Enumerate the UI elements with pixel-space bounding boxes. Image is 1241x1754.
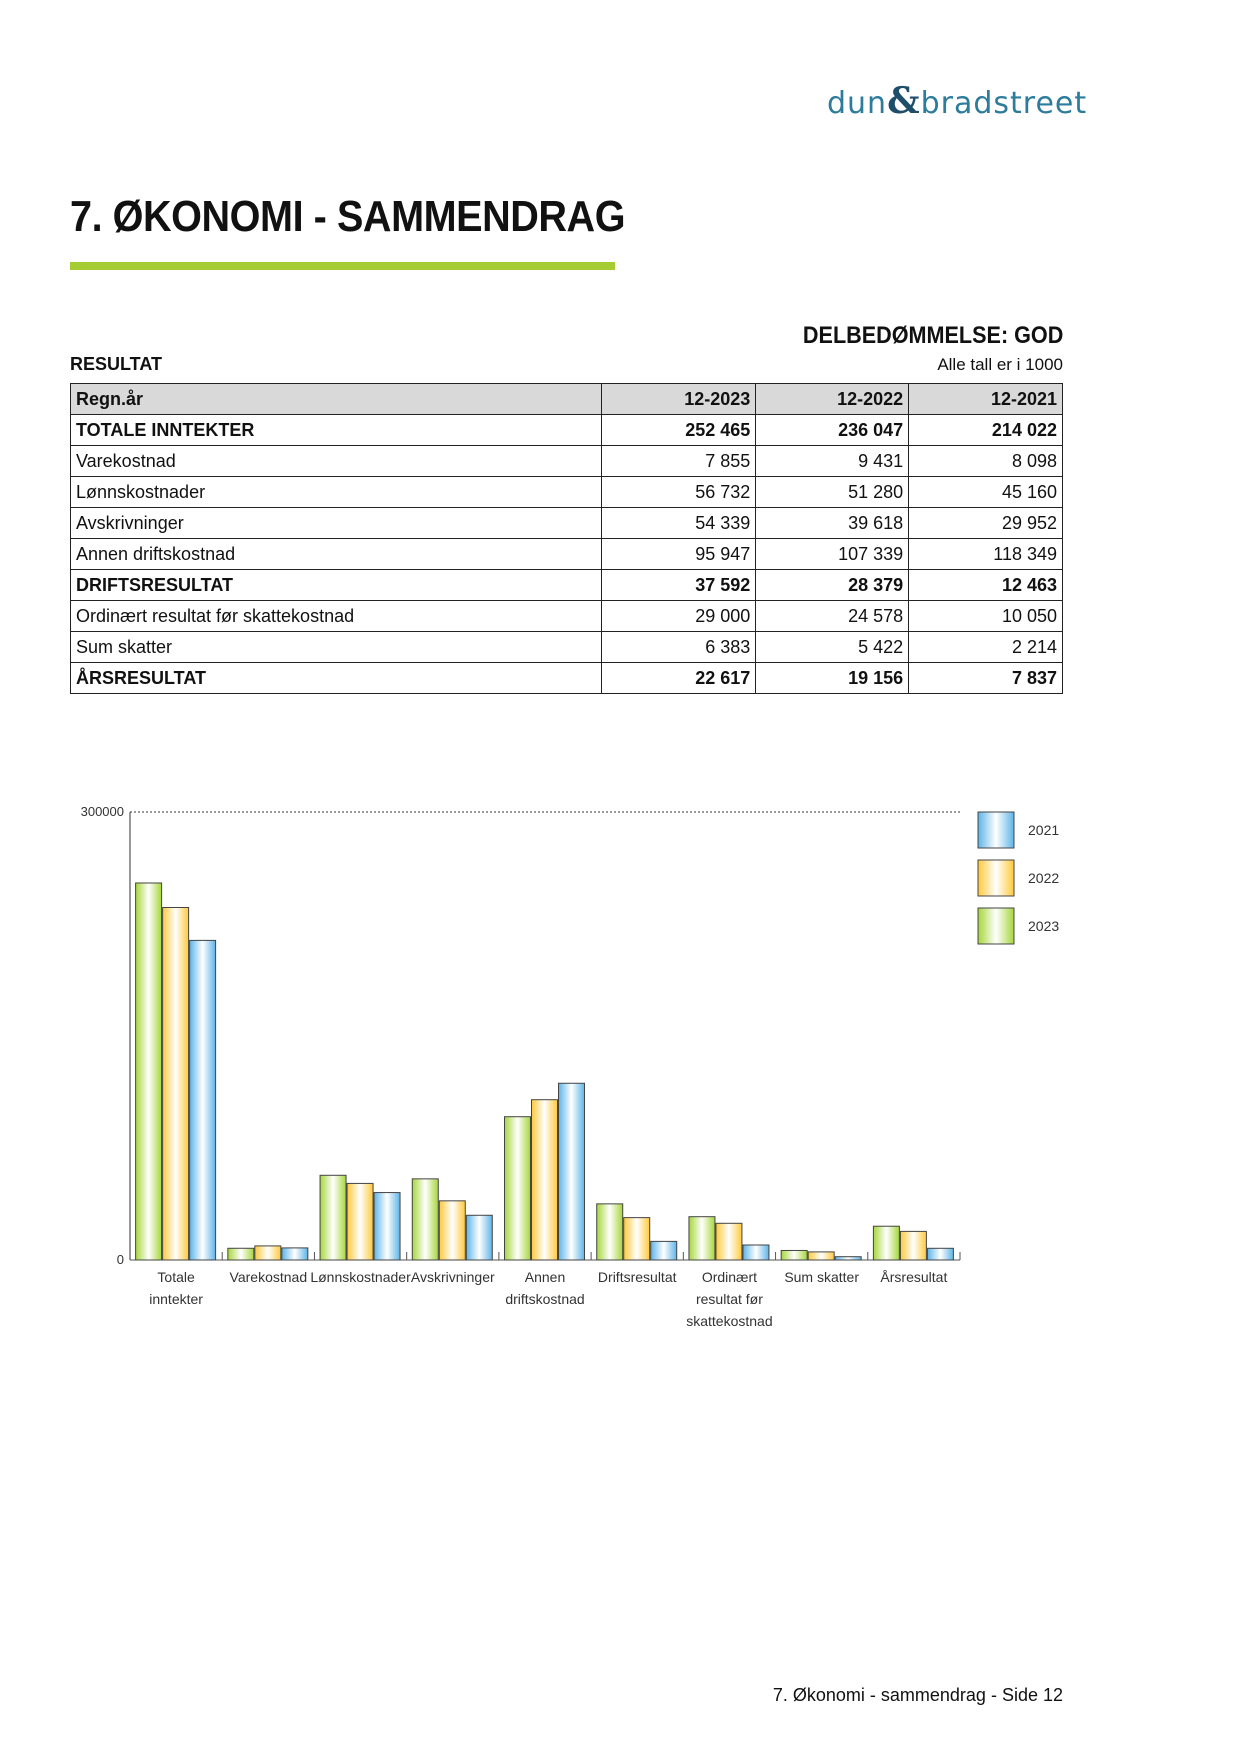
row-label: Lønnskostnader: [71, 477, 602, 508]
x-tick-label: Totale: [157, 1269, 195, 1285]
row-label: DRIFTSRESULTAT: [71, 570, 602, 601]
header-cell-2021: 12-2021: [909, 384, 1063, 415]
row-value: 95 947: [602, 539, 756, 570]
bar-2021: [651, 1241, 677, 1260]
row-value: 118 349: [909, 539, 1063, 570]
logo-text-bradstreet: bradstreet: [920, 86, 1088, 121]
bar-2023: [689, 1217, 715, 1260]
page-footer: 7. Økonomi - sammendrag - Side 12: [772, 1685, 1063, 1705]
x-tick-label: Varekostnad: [229, 1269, 308, 1285]
row-value: 107 339: [756, 539, 909, 570]
x-tick-label: Årsresultat: [880, 1269, 948, 1285]
row-value: 8 098: [909, 446, 1063, 477]
row-value: 29 952: [909, 508, 1063, 539]
bar-2022: [255, 1246, 281, 1260]
table-row: [71, 632, 1063, 663]
table-row: [71, 663, 1063, 694]
y-tick-label: 300000: [80, 804, 124, 819]
row-label: Ordinært resultat før skattekostnad: [71, 601, 602, 632]
x-tick-label: resultat før: [695, 1291, 763, 1307]
header-cell-label: Regn.år: [71, 384, 602, 415]
x-tick-label: Avskrivninger: [410, 1269, 495, 1285]
bar-2021: [374, 1193, 400, 1260]
table-row: [71, 477, 1063, 508]
bar-2022: [163, 908, 189, 1260]
table-header-row: [71, 384, 1063, 415]
table-row: [71, 508, 1063, 539]
row-value: 2 214: [909, 632, 1063, 663]
rating-heading: DELBEDØMMELSE: GOD: [802, 322, 1063, 349]
results-bar-chart: [60, 800, 1060, 1360]
legend-swatch-2023: [978, 908, 1014, 944]
row-label: TOTALE INNTEKTER: [71, 415, 602, 446]
logo-ampersand: &: [887, 80, 921, 122]
row-value: 7 837: [909, 663, 1063, 694]
x-tick-label: Driftsresultat: [597, 1269, 677, 1285]
bar-2022: [532, 1100, 558, 1260]
results-table: [70, 383, 1063, 694]
row-value: 214 022: [909, 415, 1063, 446]
row-label: Varekostnad: [71, 446, 602, 477]
row-value: 12 463: [909, 570, 1063, 601]
row-value: 37 592: [602, 570, 756, 601]
row-value: 5 422: [756, 632, 909, 663]
bar-2023: [505, 1117, 531, 1260]
row-value: 6 383: [602, 632, 756, 663]
y-tick-label: 0: [116, 1252, 124, 1267]
table-row: [71, 446, 1063, 477]
table-row: [71, 539, 1063, 570]
row-label: Avskrivninger: [71, 508, 602, 539]
dun-bradstreet-logo: [827, 80, 1087, 122]
bar-2023: [597, 1204, 623, 1260]
header-cell-2023: 12-2023: [602, 384, 756, 415]
row-label: Sum skatter: [71, 632, 602, 663]
row-value: 236 047: [756, 415, 909, 446]
bar-2023: [873, 1226, 899, 1260]
row-value: 7 855: [602, 446, 756, 477]
bar-2023: [320, 1175, 346, 1260]
bar-2021: [927, 1248, 953, 1260]
legend-swatch-2022: [978, 860, 1014, 896]
bar-2021: [559, 1083, 585, 1260]
header-cell-2022: 12-2022: [756, 384, 909, 415]
row-value: 24 578: [756, 601, 909, 632]
bar-2023: [228, 1248, 254, 1260]
row-value: 9 431: [756, 446, 909, 477]
row-value: 28 379: [756, 570, 909, 601]
table-row: [71, 415, 1063, 446]
row-value: 29 000: [602, 601, 756, 632]
row-value: 56 732: [602, 477, 756, 508]
title-underline: [70, 262, 615, 270]
x-tick-label: Ordinært: [701, 1269, 758, 1285]
x-tick-label: skattekostnad: [686, 1313, 773, 1329]
bar-2022: [624, 1218, 650, 1260]
page-title: 7. ØKONOMI - SAMMENDRAG: [70, 192, 626, 241]
bar-2022: [808, 1252, 834, 1260]
x-tick-label: driftskostnad: [505, 1291, 585, 1307]
row-label: ÅRSRESULTAT: [71, 663, 602, 694]
x-tick-label: Sum skatter: [784, 1269, 860, 1285]
unit-note: Alle tall er i 1000: [937, 355, 1063, 374]
legend-label: 2022: [1028, 870, 1060, 886]
bar-2023: [412, 1179, 438, 1260]
x-tick-label: Lønnskostnader: [310, 1269, 411, 1285]
row-value: 22 617: [602, 663, 756, 694]
bar-2021: [282, 1248, 308, 1260]
row-value: 19 156: [756, 663, 909, 694]
bar-2022: [900, 1231, 926, 1260]
section-label: RESULTAT: [70, 354, 162, 374]
x-tick-label: Annen: [524, 1269, 566, 1285]
bar-2023: [781, 1250, 807, 1260]
row-value: 39 618: [756, 508, 909, 539]
bar-2022: [439, 1201, 465, 1260]
legend-label: 2023: [1028, 918, 1060, 934]
row-value: 10 050: [909, 601, 1063, 632]
logo-text-dun: dun: [827, 86, 888, 121]
results-table-body: [71, 384, 1063, 694]
row-value: 51 280: [756, 477, 909, 508]
bar-2021: [466, 1215, 492, 1260]
row-value: 54 339: [602, 508, 756, 539]
legend-swatch-2021: [978, 812, 1014, 848]
bar-2021: [743, 1245, 769, 1260]
row-value: 252 465: [602, 415, 756, 446]
bar-2022: [716, 1223, 742, 1260]
row-label: Annen driftskostnad: [71, 539, 602, 570]
bar-2023: [136, 883, 162, 1260]
bar-2021: [190, 940, 216, 1260]
x-tick-label: inntekter: [149, 1291, 203, 1307]
table-row: [71, 570, 1063, 601]
table-row: [71, 601, 1063, 632]
legend-label: 2021: [1028, 822, 1060, 838]
bar-2022: [347, 1183, 373, 1260]
bar-2021: [835, 1257, 861, 1260]
row-value: 45 160: [909, 477, 1063, 508]
